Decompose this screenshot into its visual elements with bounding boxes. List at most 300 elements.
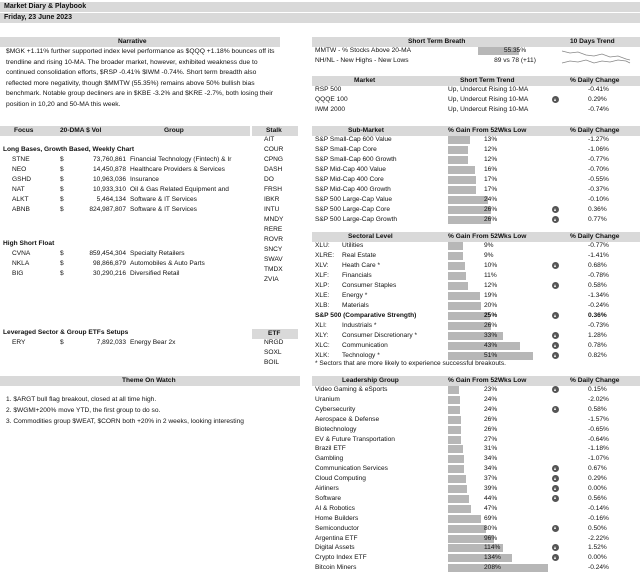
- sector-gain: 33%: [484, 332, 498, 339]
- submarket-gain: 13%: [484, 136, 498, 143]
- sector-gain: 43%: [484, 342, 498, 349]
- sector-code: XLB:: [315, 302, 330, 309]
- submarket-header: [312, 126, 640, 136]
- submarket-row: [312, 136, 640, 146]
- up-arrow-icon: [552, 262, 559, 269]
- leadership-row: [312, 396, 640, 406]
- stalk-item: [252, 276, 298, 286]
- submarket-name: S&P Mid-Cap 400 Growth: [315, 186, 391, 193]
- focus-currency: $: [60, 270, 64, 277]
- gain-bar: [448, 292, 480, 300]
- focus-currency: $: [60, 250, 64, 257]
- submarket-name: S&P Small-Cap 600 Value: [315, 136, 392, 143]
- focus-row: [0, 156, 250, 166]
- sector-change: -0.78%: [588, 272, 609, 279]
- up-arrow-icon: [552, 475, 559, 482]
- focus-row: [0, 339, 250, 349]
- sector-change: -1.34%: [588, 292, 609, 299]
- stalk-item: [252, 266, 298, 276]
- gain-bar: [448, 475, 466, 483]
- sector-row: [312, 302, 640, 312]
- focus-volume: 10,963,036: [92, 176, 126, 183]
- up-arrow-icon: [552, 544, 559, 551]
- focus-volume: 98,866,879: [92, 260, 126, 267]
- market-row: [312, 106, 640, 116]
- focus-currency: $: [60, 156, 64, 163]
- sector-change: 0.68%: [588, 262, 607, 269]
- gain-bar: [448, 515, 481, 523]
- up-arrow-icon: [552, 525, 559, 532]
- leadership-row: [312, 515, 640, 525]
- stalk-item: [252, 216, 298, 226]
- leadership-name: Aerospace & Defense: [315, 415, 380, 423]
- leadership-col-change: % Daily Change: [570, 377, 620, 384]
- focus-long-title-text: Long Bases, Growth Based, Weekly Chart: [3, 146, 135, 153]
- focus-ticker: ABNB: [12, 206, 30, 213]
- theme-item: [0, 396, 300, 406]
- leadership-name: Digital Assets: [315, 544, 355, 552]
- sector-code: XLU:: [315, 242, 330, 249]
- stalk-item: [252, 156, 298, 166]
- sector-name: Real Estate: [342, 252, 377, 259]
- sector-change: -0.73%: [588, 322, 609, 329]
- sector-col-gain: % Gain From 52Wks Low: [448, 233, 527, 240]
- focus-currency: $: [60, 196, 64, 203]
- leadership-gain: 24%: [484, 395, 498, 403]
- breadth-section: [312, 37, 640, 67]
- leadership-row: [312, 535, 640, 545]
- up-arrow-icon: [552, 342, 559, 349]
- focus-ticker: STNE: [12, 156, 30, 163]
- stalk-item: [252, 246, 298, 256]
- sector-name: Industrials *: [342, 322, 377, 329]
- focus-ticker: BIG: [12, 270, 24, 277]
- leadership-gain: 39%: [484, 485, 498, 492]
- focus-group: Specialty Retailers: [130, 250, 185, 257]
- page-title: Market Diary & Playbook: [4, 3, 87, 10]
- leadership-change: 0.58%: [588, 405, 607, 413]
- market-trend: Up, Undercut Rising 10-MA: [448, 106, 529, 113]
- gain-bar: [448, 525, 486, 533]
- leadership-gain: 44%: [484, 494, 498, 502]
- focus-ticker: ALKT: [12, 196, 29, 203]
- submarket-gain: 26%: [484, 206, 498, 213]
- focus-row: [0, 270, 250, 280]
- sector-gain: 25%: [484, 312, 498, 319]
- stalk-etf-ticker: NRGD: [264, 339, 284, 346]
- stalk-etf-ticker: SOXL: [264, 349, 282, 356]
- submarket-row: [312, 146, 640, 156]
- nhnl-sparkline: [562, 60, 630, 63]
- sector-row: [312, 282, 640, 292]
- leadership-name: Biotechnology: [315, 425, 357, 433]
- title-bar: [0, 2, 640, 12]
- focus-section: [0, 126, 250, 376]
- submarket-name: S&P Small-Cap 600 Growth: [315, 156, 397, 163]
- sector-gain: 9%: [484, 252, 494, 259]
- leadership-col-gain: % Gain From 52Wks Low: [448, 377, 527, 384]
- market-header: [312, 76, 640, 86]
- leadership-name: Home Builders: [315, 514, 359, 522]
- gain-bar: [448, 416, 461, 424]
- leadership-row: [312, 564, 640, 574]
- submarket-change: -1.27%: [588, 136, 609, 143]
- focus-group: Automobiles & Auto Parts: [130, 260, 205, 267]
- breadth-trend-heading: 10 Days Trend: [570, 38, 615, 45]
- leadership-gain: 26%: [484, 425, 498, 433]
- leadership-change: 0.50%: [588, 524, 607, 532]
- leadership-gain: 47%: [484, 504, 498, 512]
- leadership-gain: 23%: [484, 386, 498, 393]
- focus-group: Insurance: [130, 176, 159, 183]
- stalk-ticker: RERE: [264, 226, 283, 233]
- focus-group: Oil & Gas Related Equipment and: [130, 186, 229, 193]
- stalk-section: [252, 126, 298, 376]
- gain-bar: [448, 186, 476, 194]
- up-arrow-icon: [552, 216, 559, 223]
- focus-volume: 10,933,310: [92, 186, 126, 193]
- sector-gain: 19%: [484, 292, 498, 299]
- submarket-gain: 12%: [484, 146, 498, 153]
- sector-change: 0.36%: [588, 312, 607, 319]
- submarket-change: -0.77%: [588, 156, 609, 163]
- stalk-item: [252, 236, 298, 246]
- market-change: 0.29%: [588, 96, 607, 103]
- up-arrow-icon: [552, 312, 559, 319]
- leadership-gain: 27%: [484, 435, 498, 443]
- leadership-change: 0.00%: [588, 485, 607, 492]
- submarket-row: [312, 156, 640, 166]
- submarket-gain: 26%: [484, 216, 498, 223]
- sector-code: XLY:: [315, 332, 329, 339]
- up-arrow-icon: [552, 96, 559, 103]
- stalk-item: [252, 176, 298, 186]
- narrative-heading: Narrative: [118, 38, 147, 45]
- leadership-row: [312, 386, 640, 396]
- stalk-header: [252, 126, 298, 136]
- gain-bar: [448, 262, 465, 270]
- focus-row: [0, 166, 250, 176]
- stalk-item: [252, 226, 298, 236]
- leadership-gain: 34%: [484, 465, 498, 473]
- stalk-item: [252, 256, 298, 266]
- leadership-name: Brazil ETF: [315, 445, 346, 453]
- breadth-label: NH/NL - New Highs - New Lows: [315, 57, 409, 64]
- submarket-change: 0.77%: [588, 216, 607, 223]
- submarket-name: S&P Mid-Cap 400 Core: [315, 176, 384, 183]
- submarket-col-name: Sub-Market: [348, 127, 384, 134]
- focus-ticker: GSHD: [12, 176, 32, 183]
- stalk-ticker: SWAV: [264, 256, 283, 263]
- theme-item: [0, 407, 300, 417]
- sector-gain: 51%: [484, 352, 498, 359]
- theme-item-text: 3. Commodities group $WEAT, $CORN both +20% in 2 weeks, looking interesting: [6, 418, 244, 425]
- breadth-value: 89 vs 78 (+11): [494, 57, 536, 64]
- focus-row: [0, 186, 250, 196]
- sector-code: XLRE:: [315, 252, 335, 259]
- leadership-change: -1.18%: [588, 445, 609, 453]
- focus-ticker: NAT: [12, 186, 25, 193]
- sector-gain: 11%: [484, 272, 497, 279]
- market-col-change: % Daily Change: [570, 77, 620, 84]
- stalk-item: [252, 206, 298, 216]
- up-arrow-icon: [552, 465, 559, 472]
- gain-bar: [448, 465, 464, 473]
- leadership-change: -0.16%: [588, 514, 609, 522]
- leadership-row: [312, 475, 640, 485]
- leadership-name: Communication Services: [315, 465, 388, 473]
- focus-group: Software & IT Services: [130, 196, 197, 203]
- breadth-heading: Short Term Breath: [408, 38, 466, 45]
- sector-gain: 26%: [484, 322, 498, 329]
- sector-name: Communication: [342, 342, 388, 349]
- theme-section: [0, 376, 300, 436]
- focus-ticker: ERY: [12, 339, 26, 346]
- sector-table: [312, 232, 640, 367]
- sector-header: [312, 232, 640, 242]
- leadership-gain: 114%: [484, 544, 501, 552]
- focus-currency: $: [60, 186, 64, 193]
- narrative-header: [0, 37, 280, 47]
- mmtw-sparkline: [562, 51, 630, 60]
- leadership-name: Crypto Index ETF: [315, 554, 367, 562]
- up-arrow-icon: [552, 352, 559, 359]
- stalk-etf-heading: ETF: [268, 330, 281, 337]
- market-name: QQQE 100: [315, 96, 348, 103]
- submarket-name: S&P 500 Large-Cap Core: [315, 206, 391, 213]
- gain-bar: [448, 176, 476, 184]
- leadership-name: Cybersecurity: [315, 405, 356, 413]
- sector-code: XLK:: [315, 352, 330, 359]
- stalk-etf-item: [252, 359, 298, 369]
- sector-change: 0.82%: [588, 352, 607, 359]
- focus-etf-title: [0, 329, 250, 339]
- sector-row: [312, 242, 640, 252]
- sector-name: Energy *: [342, 292, 368, 299]
- stalk-ticker: FRSH: [264, 186, 282, 193]
- sector-name: Consumer Discretionary *: [342, 332, 418, 339]
- focus-volume: 7,892,033: [96, 339, 126, 346]
- leadership-name: EV & Future Transportation: [315, 435, 395, 443]
- up-arrow-icon: [552, 282, 559, 289]
- gain-bar: [448, 166, 475, 174]
- stalk-etf-item: [252, 349, 298, 359]
- leadership-row: [312, 485, 640, 495]
- gain-bar: [448, 455, 464, 463]
- leadership-change: 0.67%: [588, 465, 607, 473]
- breadth-value: 55.35%: [503, 47, 527, 54]
- leadership-gain: 31%: [484, 445, 498, 453]
- focus-short-title: [0, 240, 250, 250]
- sector-change: 1.28%: [588, 332, 607, 339]
- gain-bar: [448, 426, 461, 434]
- gain-bar: [448, 554, 512, 562]
- leadership-change: 0.56%: [588, 494, 607, 502]
- sector-note-text: * Sectors that are more likely to experience successful breakouts.: [315, 360, 506, 367]
- leadership-table: [312, 376, 640, 576]
- focus-header: [0, 126, 250, 136]
- focus-row: [0, 176, 250, 186]
- sector-name: Utilities: [342, 242, 364, 249]
- focus-long-title: [0, 146, 250, 156]
- leadership-gain: 37%: [484, 475, 498, 483]
- sector-name: Technology *: [342, 352, 380, 359]
- sector-change: 0.58%: [588, 282, 607, 289]
- leadership-change: 1.52%: [588, 544, 607, 552]
- market-name: IWM 2000: [315, 106, 346, 113]
- leadership-name: Video Gaming & eSports: [315, 386, 388, 393]
- submarket-name: S&P Mid-Cap 400 Value: [315, 166, 386, 173]
- stalk-ticker: DASH: [264, 166, 283, 173]
- narrative-text: $MGK +1.11% further supported index level performance as $QQQ +1.18% bounces off its trendline and rising 10-MA. The broader market, however, exhibited weakness due to continued consolidation efforts, $RSP -0.41% $IWM -0.74%. Short term breadth also reflected more negativity, though $MMTW (55.35%) remains above 50% bullish bias benchmark. Notable group decliners are in $KBE -3.2% and $KRE -2.7%, both losing their position in 10,20 and 50-MA this week.: [6, 48, 275, 108]
- stalk-etf-header: [252, 329, 298, 339]
- submarket-col-change: % Daily Change: [570, 127, 620, 134]
- sector-gain: 10%: [484, 262, 498, 269]
- sector-name: Materials: [342, 302, 369, 309]
- submarket-change: -0.37%: [588, 186, 609, 193]
- leadership-change: -2.22%: [588, 534, 609, 542]
- gain-bar: [448, 156, 468, 164]
- sector-name: Heath Care *: [342, 262, 381, 269]
- focus-group: Diversified Retail: [130, 270, 180, 277]
- focus-row: [0, 260, 250, 270]
- market-row: [312, 86, 640, 96]
- focus-row: [0, 206, 250, 216]
- gain-bar: [448, 272, 466, 280]
- focus-currency: $: [60, 260, 64, 267]
- sector-row: [312, 342, 640, 352]
- stalk-item: [252, 186, 298, 196]
- leadership-row: [312, 416, 640, 426]
- stalk-etf-item: [252, 339, 298, 349]
- focus-group: Software & IT Services: [130, 206, 197, 213]
- submarket-change: -1.06%: [588, 146, 609, 153]
- stalk-item: [252, 146, 298, 156]
- leadership-gain: 96%: [484, 534, 498, 542]
- gain-bar: [448, 505, 471, 513]
- leadership-name: Uranium: [315, 395, 340, 403]
- market-change: -0.74%: [588, 106, 609, 113]
- sector-row: [312, 332, 640, 342]
- leadership-change: 0.29%: [588, 475, 607, 483]
- leadership-gain: 69%: [484, 514, 498, 522]
- leadership-gain: 34%: [484, 455, 498, 463]
- focus-volume: 30,290,216: [92, 270, 126, 277]
- stalk-ticker: IBKR: [264, 196, 280, 203]
- leadership-change: -0.64%: [588, 435, 609, 443]
- sector-row: [312, 322, 640, 332]
- breadth-label: MMTW - % Stocks Above 20-MA: [315, 47, 411, 54]
- submarket-gain: 12%: [484, 156, 498, 163]
- gain-bar: [448, 396, 460, 404]
- sector-code: XLF:: [315, 272, 329, 279]
- submarket-change: -0.10%: [588, 196, 609, 203]
- submarket-row: [312, 166, 640, 176]
- submarket-name: S&P 500 Large-Cap Growth: [315, 216, 397, 223]
- submarket-row: [312, 216, 640, 226]
- theme-item-text: 1. $ARGT bull flag breakout, closed at all time high.: [6, 396, 157, 403]
- focus-volume: 824,987,807: [89, 206, 126, 213]
- focus-col-group: Group: [164, 127, 184, 134]
- stalk-item: [252, 166, 298, 176]
- sector-name: Consumer Staples: [342, 282, 397, 289]
- submarket-name: S&P 500 Large-Cap Value: [315, 196, 393, 203]
- stalk-item: [252, 196, 298, 206]
- leadership-col-name: Leadership Group: [342, 377, 399, 384]
- sector-code: XLE:: [315, 292, 330, 299]
- leadership-change: -1.57%: [588, 415, 609, 423]
- up-arrow-icon: [552, 554, 559, 561]
- theme-heading: Theme On Watch: [122, 377, 176, 384]
- leadership-change: -2.02%: [588, 395, 609, 403]
- stalk-etf-ticker: BOIL: [264, 359, 280, 366]
- submarket-gain: 17%: [484, 176, 498, 183]
- stalk-ticker: INTU: [264, 206, 280, 213]
- market-col-trend: Short Term Trend: [460, 77, 515, 84]
- sector-code: XLP:: [315, 282, 330, 289]
- focus-currency: $: [60, 176, 64, 183]
- leadership-gain: 134%: [484, 554, 501, 562]
- stalk-ticker: TMDX: [264, 266, 283, 273]
- stalk-ticker: ZVIA: [264, 276, 279, 283]
- sector-code: XLC:: [315, 342, 330, 349]
- gain-bar: [448, 242, 463, 250]
- focus-row: [0, 250, 250, 260]
- leadership-change: -0.24%: [588, 564, 609, 572]
- sector-row: [312, 272, 640, 282]
- stalk-heading: Stalk: [266, 127, 282, 134]
- stalk-ticker: DO: [264, 176, 274, 183]
- gain-bar: [448, 485, 467, 493]
- focus-volume: 73,760,861: [92, 156, 126, 163]
- market-name: RSP 500: [315, 86, 342, 93]
- sector-change: -1.41%: [588, 252, 609, 259]
- focus-ticker: NEO: [12, 166, 27, 173]
- breadth-header: [312, 37, 640, 47]
- focus-volume: 5,464,134: [96, 196, 126, 203]
- focus-short-title-text: High Short Float: [3, 240, 55, 247]
- leadership-row: [312, 426, 640, 436]
- sector-name: Financials: [342, 272, 372, 279]
- sector-note: [312, 360, 640, 370]
- leadership-name: Bitcoin Miners: [315, 564, 357, 572]
- sector-row: [312, 312, 640, 322]
- leadership-gain: 80%: [484, 524, 498, 532]
- leadership-row: [312, 455, 640, 465]
- leadership-row: [312, 495, 640, 505]
- sector-code: XLV:: [315, 262, 329, 269]
- leadership-row: [312, 406, 640, 416]
- focus-row: [0, 196, 250, 206]
- focus-currency: $: [60, 166, 64, 173]
- submarket-change: -0.70%: [588, 166, 609, 173]
- submarket-row: [312, 196, 640, 206]
- market-col-name: Market: [354, 77, 376, 84]
- submarket-name: S&P Small-Cap Core: [315, 146, 377, 153]
- up-arrow-icon: [552, 206, 559, 213]
- market-row: [312, 96, 640, 106]
- gain-bar: [448, 252, 463, 260]
- leadership-change: 0.00%: [588, 554, 607, 562]
- sector-col-change: % Daily Change: [570, 233, 620, 240]
- stalk-ticker: MNDY: [264, 216, 284, 223]
- sector-row: [312, 292, 640, 302]
- submarket-row: [312, 206, 640, 216]
- leadership-row: [312, 554, 640, 564]
- focus-group: Energy Bear 2x: [130, 339, 176, 346]
- market-trend: Up, Undercut Rising 10-MA: [448, 96, 529, 103]
- leadership-gain: 208%: [484, 564, 501, 572]
